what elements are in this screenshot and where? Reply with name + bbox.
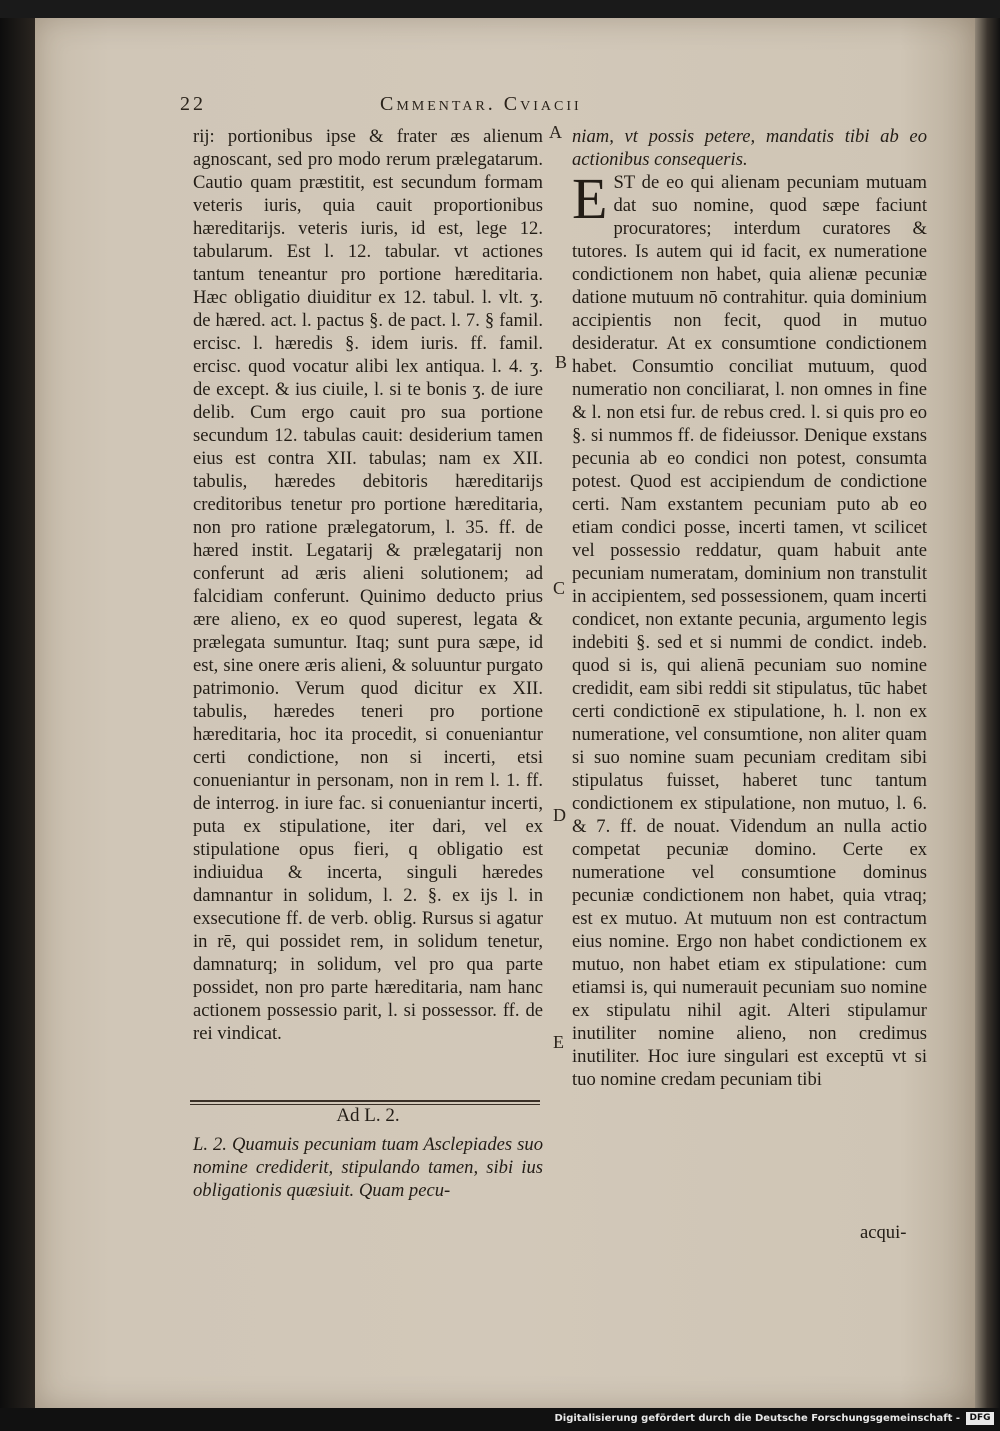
catchword: acqui-: [860, 1222, 907, 1243]
book-spine-shadow: [0, 18, 35, 1408]
running-title: Cmmentar. Cviacii: [380, 93, 582, 115]
right-column: [572, 125, 927, 1091]
margin-letter-e: E: [553, 1032, 564, 1052]
lemma-continuation: niam, vt possis petere, mandatis tibi ab eo actionibus consequeris.: [572, 126, 927, 170]
running-head: [175, 93, 935, 119]
left-column-text: rij: portionibus ipse & frater æs alienum agnoscant, sed pro modo rerum prælegatarum. Cautio quam præstitit, est secundum formam veteris iuris, quia cauit proportionibus hæreditarijs. veteris iuris, id est, lege 12. tabularum. Est l. 12. tabular. vt actiones tantum teneantur pro portione hæreditaria. Hæc obligatio diuiditur ex 12. tabul. l. vlt. ʒ. de hæred. act. l. pactus §. de pact. l. 7. § famil. ercisc. l. hæredis §. idem iuris. ff. famil. ercisc. quod vocatur alibi lex antiqua. l. 4. ʒ. de except. & ius ciuile, l. si te bonis ʒ. de iure delib. Cum ergo cauit pro sua portione secundum 12. tabulas cauit: desiderium tamen eius est contra XII. tabulas; nam ex XII. tabulis, hæredes debitoris hæreditarijs creditoribus tenetur pro portione hæreditaria, non pro ratione prælegatorum, l. 35. ff. de hæred instit. Legatarij & prælegatarij non conferunt ad æris alieni solutionem; ad falcidiam conferunt. Quinimo deducto prius ære alieno, ex eo quod superest, legata & prælegata sumuntur. Itaq; sunt pura sæpe, id est, sine onere æris alieni, & soluuntur purgato patrimonio. Verum quod dicitur ex XII. tabulis, hæredes teneri pro portione hæreditaria, hoc ita procedit, si conueniantur certi condictione, non si incerti, etsi conueniantur in personam, non in rem l. 1. ff. de interrog. in iure fac. si conueniantur incerti, puta ex stipulatione, iter dari, vel ex stipulatione opus fieri, q obligatio est indiuidua & incerta, singuli hæredes damnantur in solidum, l. 2. §. ex ijs l. in exsecutione ff. de verb. oblig. Rursus si agatur in rē, qui possidet rem, in solidum tenetur, damnaturq; in solidum, vel pro qua parte possidet, non pro parte hæreditaria, nam hanc actionem possessio parit, l. si possessor. ff. de rei vindicat.: [193, 126, 543, 1044]
margin-letter-d: D: [553, 805, 566, 825]
footer-band: [0, 1408, 1000, 1431]
page-edge-shadow: [975, 18, 1000, 1408]
margin-letter-b: B: [555, 352, 568, 372]
section-rule: [190, 1100, 540, 1102]
funding-credit: Digitalisierung gefördert durch die Deutsche Forschungsgemeinschaft -: [554, 1413, 960, 1424]
margin-letter-a: A: [549, 122, 562, 142]
commentary-paragraph: [572, 166, 927, 1091]
section-heading: Ad L. 2.: [336, 1105, 400, 1126]
lemma-text: L. 2. Quamuis pecuniam tuam Asclepiades suo nomine crediderit, stipulando tamen, sibi ius obligationis quæsiuit. Quam pecu-: [193, 1134, 543, 1201]
page-number: 22: [180, 93, 206, 115]
right-column-text: ST de eo qui alienam pecuniam mutuam dat suo nomine, quod sæpe faciunt procuratores; interdum curatores & tutores. Is autem qui id facit, ex numeratione condictionem non habet, quia alienæ pecuniæ datione mutuum nō contrahitur. quia dominium accipientis non fecit, quod in mutuo desideratur. At ex consumtione condictionem habet. Consumtio conciliat mutuum, quod numeratio non conciliarat, l. non omnes in fine & l. non etsi fur. de rebus cred. l. si quis pro eo §. si nummos ff. de fideiussor. Denique exstans pecunia ab eo condici non potest, consumta potest. Quod est accipiendum de condictione certi. Nam exstantem pecuniam puto ab eo etiam condici posse, incerti tamen, vt scilicet vel possessio reddatur, quam habuit ante pecuniam numeratam, dominium non transtulit in accipientem, sed possessionem, quam incerti condicet, non extante pecunia, argumento legis indebiti §. sed et si nummi de condict. indeb. quod si is, qui alienā pecuniam suo nomine credidit, eam sibi reddi sit stipulatus, tūc habet certi condictionē ex stipulatione, h. l. non ex numeratione, vel consumtione, non aliter quam si suo nomine suam pecuniam creditam sibi stipulatus fuisset, haberet tunc tantum condictionem ex stipulatione, non mutuo, l. 6. & 7. ff. de nouat. Videndum an nulla actio competat pecuniæ domino. Certe ex numeratione vel consumtione dominus pecuniæ condictionem non habet, quia vtraq; est ex mutuo. At mutuum non est contractum eius nomine. Ergo non habet condictionem ex mutuo, non habet etiam ex stipulatione: cum etiamsi is, qui numerauit pecuniam suo nomine ex stipulatu nihil agit. Alteri stipulamur inutiliter nomine alieno, non credimus inutiliter. Hoc iure singulari est exceptū vt si tuo nomine credam pecuniam tibi: [572, 172, 927, 1090]
margin-letter-c: C: [553, 578, 566, 598]
left-column: [193, 125, 543, 1045]
drop-cap: E: [572, 166, 608, 231]
dfg-logo-icon[interactable]: DFG: [966, 1412, 994, 1425]
